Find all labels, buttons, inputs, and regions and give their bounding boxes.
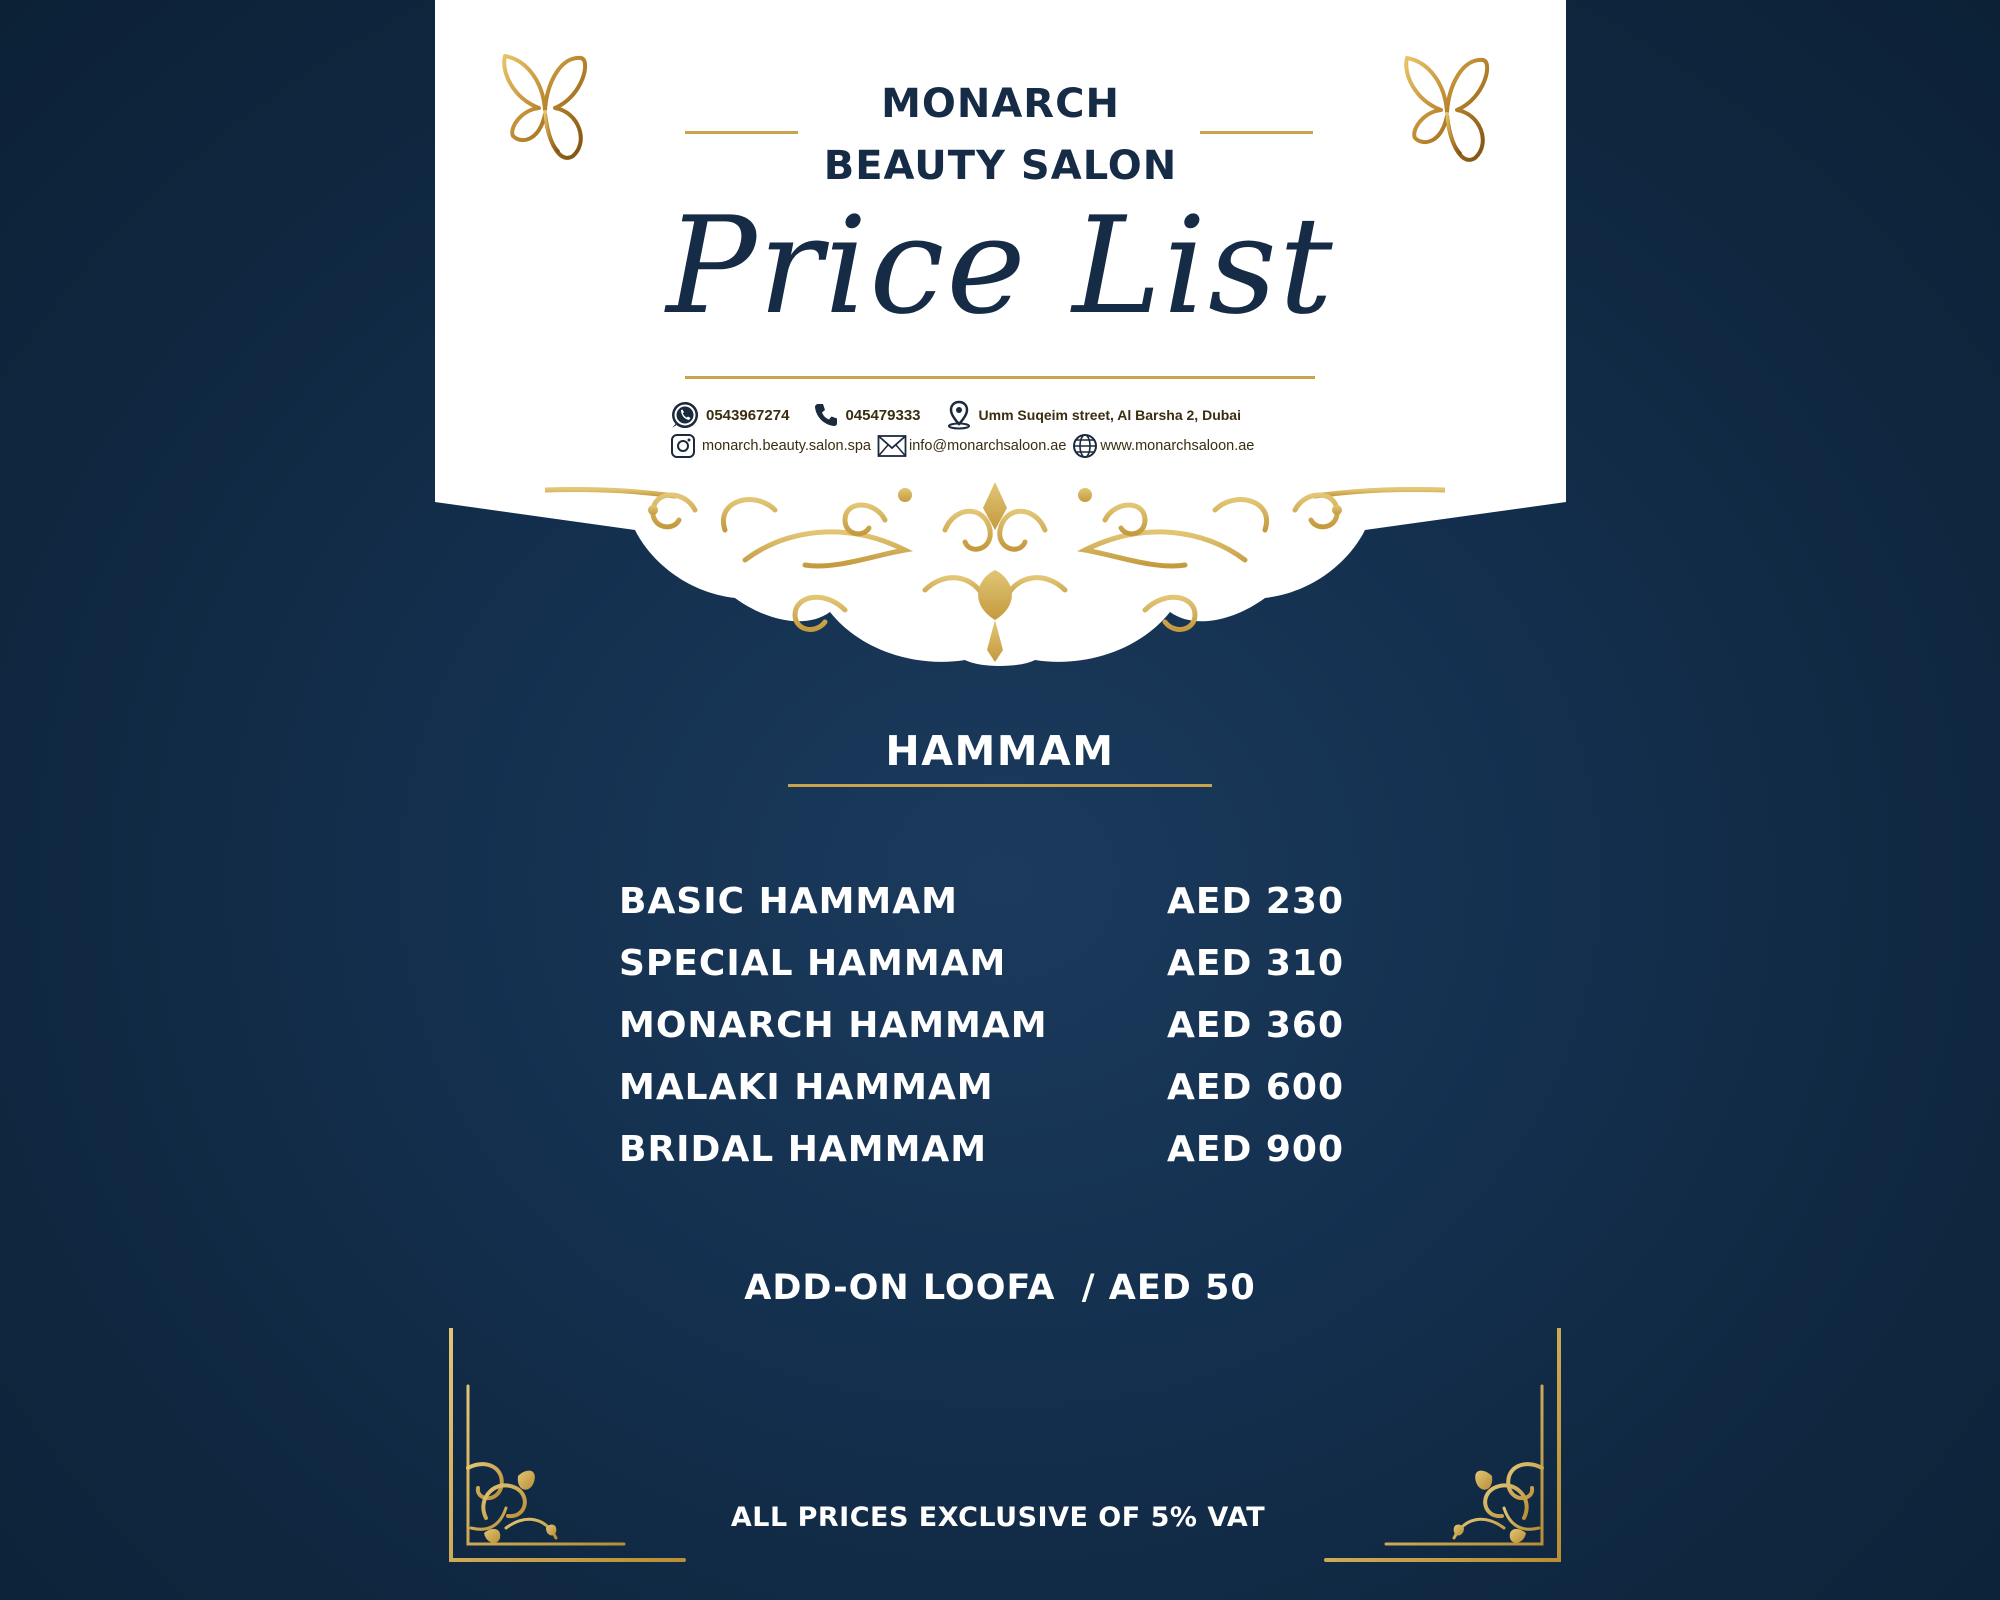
email-address: info@monarchsaloon.ae (909, 438, 1067, 454)
gold-divider (788, 784, 1212, 787)
service-price: AED 230 (1167, 881, 1345, 922)
instagram-handle: monarch.beauty.salon.spa (702, 438, 872, 454)
list-item (619, 1062, 1379, 1124)
service-name: BASIC HAMMAM (619, 881, 958, 922)
service-price: AED 360 (1167, 1005, 1345, 1046)
service-price: AED 600 (1167, 1067, 1345, 1108)
header-card (435, 0, 1566, 670)
price-list (619, 876, 1379, 1186)
website-contact[interactable] (1072, 433, 1254, 459)
brand-name-line-2: BEAUTY SALON (823, 143, 1178, 189)
list-item (619, 1124, 1379, 1186)
location-pin-icon (945, 400, 973, 430)
website-url: www.monarchsaloon.ae (1100, 438, 1255, 454)
service-price: AED 900 (1167, 1129, 1345, 1170)
whatsapp-contact[interactable] (670, 400, 789, 430)
page-title: Price List (666, 188, 1335, 344)
brand-name-line-1: MONARCH (881, 81, 1120, 127)
email-contact[interactable] (877, 434, 1066, 458)
instagram-contact[interactable] (670, 433, 871, 459)
list-item (619, 1000, 1379, 1062)
list-item (619, 876, 1379, 938)
envelope-icon (877, 434, 907, 458)
phone-contact[interactable] (813, 402, 920, 428)
gold-divider (1200, 131, 1313, 134)
phone-number: 045479333 (845, 406, 921, 424)
gold-divider (685, 376, 1315, 379)
globe-icon (1072, 433, 1098, 459)
gold-flourish-ornament (545, 470, 1445, 670)
whatsapp-number: 0543967274 (706, 406, 790, 424)
contact-row (670, 400, 1241, 430)
gold-divider (685, 131, 798, 134)
whatsapp-icon (670, 400, 700, 430)
list-item (619, 938, 1379, 1000)
address-text: Umm Suqeim street, Al Barsha 2, Dubai (978, 407, 1241, 423)
phone-icon (813, 402, 839, 428)
service-name: BRIDAL HAMMAM (619, 1129, 988, 1170)
instagram-icon (670, 433, 696, 459)
service-name: MALAKI HAMMAM (619, 1067, 994, 1108)
addon-line: ADD-ON LOOFA / AED 50 (744, 1268, 1256, 1308)
contact-row (670, 431, 1254, 461)
service-name: MONARCH HAMMAM (619, 1005, 1048, 1046)
address-contact[interactable] (945, 400, 1241, 430)
service-price: AED 310 (1167, 943, 1345, 984)
section-title: HAMMAM (885, 727, 1115, 775)
vat-note: ALL PRICES EXCLUSIVE OF 5% VAT (730, 1502, 1266, 1533)
service-name: SPECIAL HAMMAM (619, 943, 1007, 984)
